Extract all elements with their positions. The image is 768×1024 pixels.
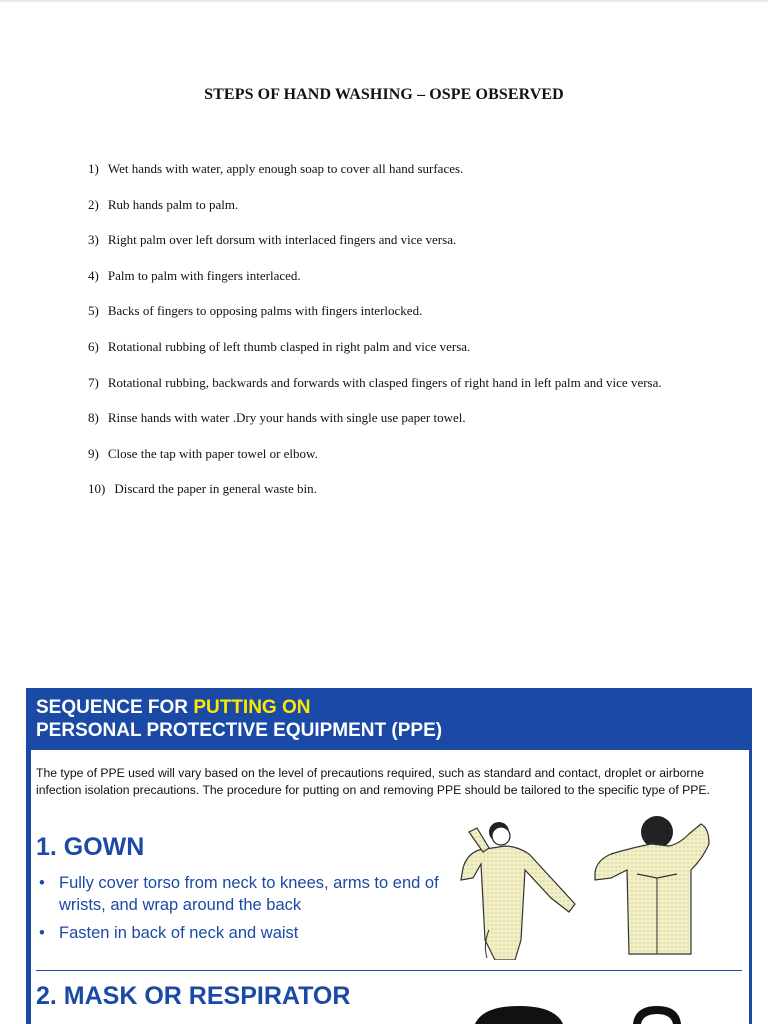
ppe-intro: The type of PPE used will vary based on the level of precautions required, such as standard and contact, droplet or airborne infection isolation precautions. The procedure for putting on and removing PPE should be tailored to the specific type of PPE. [36, 766, 710, 797]
ppe-body [31, 750, 749, 1024]
step-text: Rotational rubbing, backwards and forwards with clasped fingers of right hand in left palm and vice versa. [107, 374, 662, 390]
head-back-icon [641, 816, 673, 848]
step-text: Right palm over left dorsum with interlaced fingers and vice versa. [107, 232, 457, 248]
step-6 [88, 336, 688, 357]
step-number: 4) [88, 267, 99, 283]
step-text: Palm to palm with fingers interlaced. [107, 267, 301, 283]
mask-head-illustration-right [627, 1004, 687, 1024]
gown-bullet-2: • Fasten in back of neck and waist [37, 922, 457, 944]
cut-off-text [59, 1018, 359, 1024]
step-text: Backs of fingers to opposing palms with fingers interlocked. [107, 303, 423, 319]
step-number: 7) [88, 374, 99, 390]
ppe-heading [36, 696, 442, 742]
step-4 [88, 265, 688, 286]
step-text: Wet hands with water, apply enough soap to cover all hand surfaces. [107, 161, 464, 176]
mask-title: 2. MASK OR RESPIRATOR [36, 982, 351, 1010]
ppe-poster [26, 688, 752, 1024]
gown-bullets [37, 872, 457, 950]
step-5 [88, 300, 688, 321]
step-number: 3) [88, 232, 99, 248]
step-text: Discard the paper in general waste bin. [114, 481, 317, 497]
step-3 [88, 229, 688, 250]
head-outline-icon [633, 1006, 681, 1024]
step-number: 8) [88, 410, 99, 426]
gown-body-icon [461, 846, 575, 960]
gown-bullet-1: • Fully cover torso from neck to knees, arms to end of wrists, and wrap around the back [37, 872, 457, 916]
step-number: 2) [88, 196, 99, 212]
hand-washing-steps [88, 158, 688, 514]
step-text: Rinse hands with water .Dry your hands with single use paper towel. [107, 410, 466, 426]
step-number: 1) [88, 161, 99, 176]
document-title: STEPS OF HAND WASHING – OSPE OBSERVED [204, 86, 564, 103]
step-8 [88, 407, 688, 428]
step-text: Close the tap with paper towel or elbow. [107, 445, 318, 461]
mask-head-illustration-left [463, 1004, 573, 1024]
step-number: 5) [88, 303, 99, 319]
top-rule [0, 0, 768, 2]
step-2 [88, 194, 688, 215]
gown-title: 1. GOWN [36, 833, 145, 861]
step-1 [88, 158, 688, 179]
step-9 [88, 443, 688, 464]
face-icon [492, 827, 510, 845]
step-text: Rub hands palm to palm. [107, 196, 239, 212]
step-text: Rotational rubbing of left thumb clasped in right palm and vice versa. [107, 338, 471, 354]
head-top-icon [475, 1006, 563, 1024]
section-divider [36, 970, 742, 971]
ppe-heading-highlight: PUTTING ON [193, 697, 311, 718]
ppe-heading-part1: SEQUENCE FOR [36, 697, 194, 718]
step-number: 6) [88, 338, 99, 354]
ppe-heading-line2: PERSONAL PROTECTIVE EQUIPMENT (PPE) [36, 720, 443, 741]
step-number: 10) [88, 481, 106, 497]
step-number: 9) [88, 445, 99, 461]
gown-tie-icon [469, 828, 489, 852]
gown-front-illustration [459, 820, 589, 960]
step-10 [88, 478, 688, 499]
step-7 [88, 372, 688, 393]
gown-back-illustration [591, 814, 721, 960]
